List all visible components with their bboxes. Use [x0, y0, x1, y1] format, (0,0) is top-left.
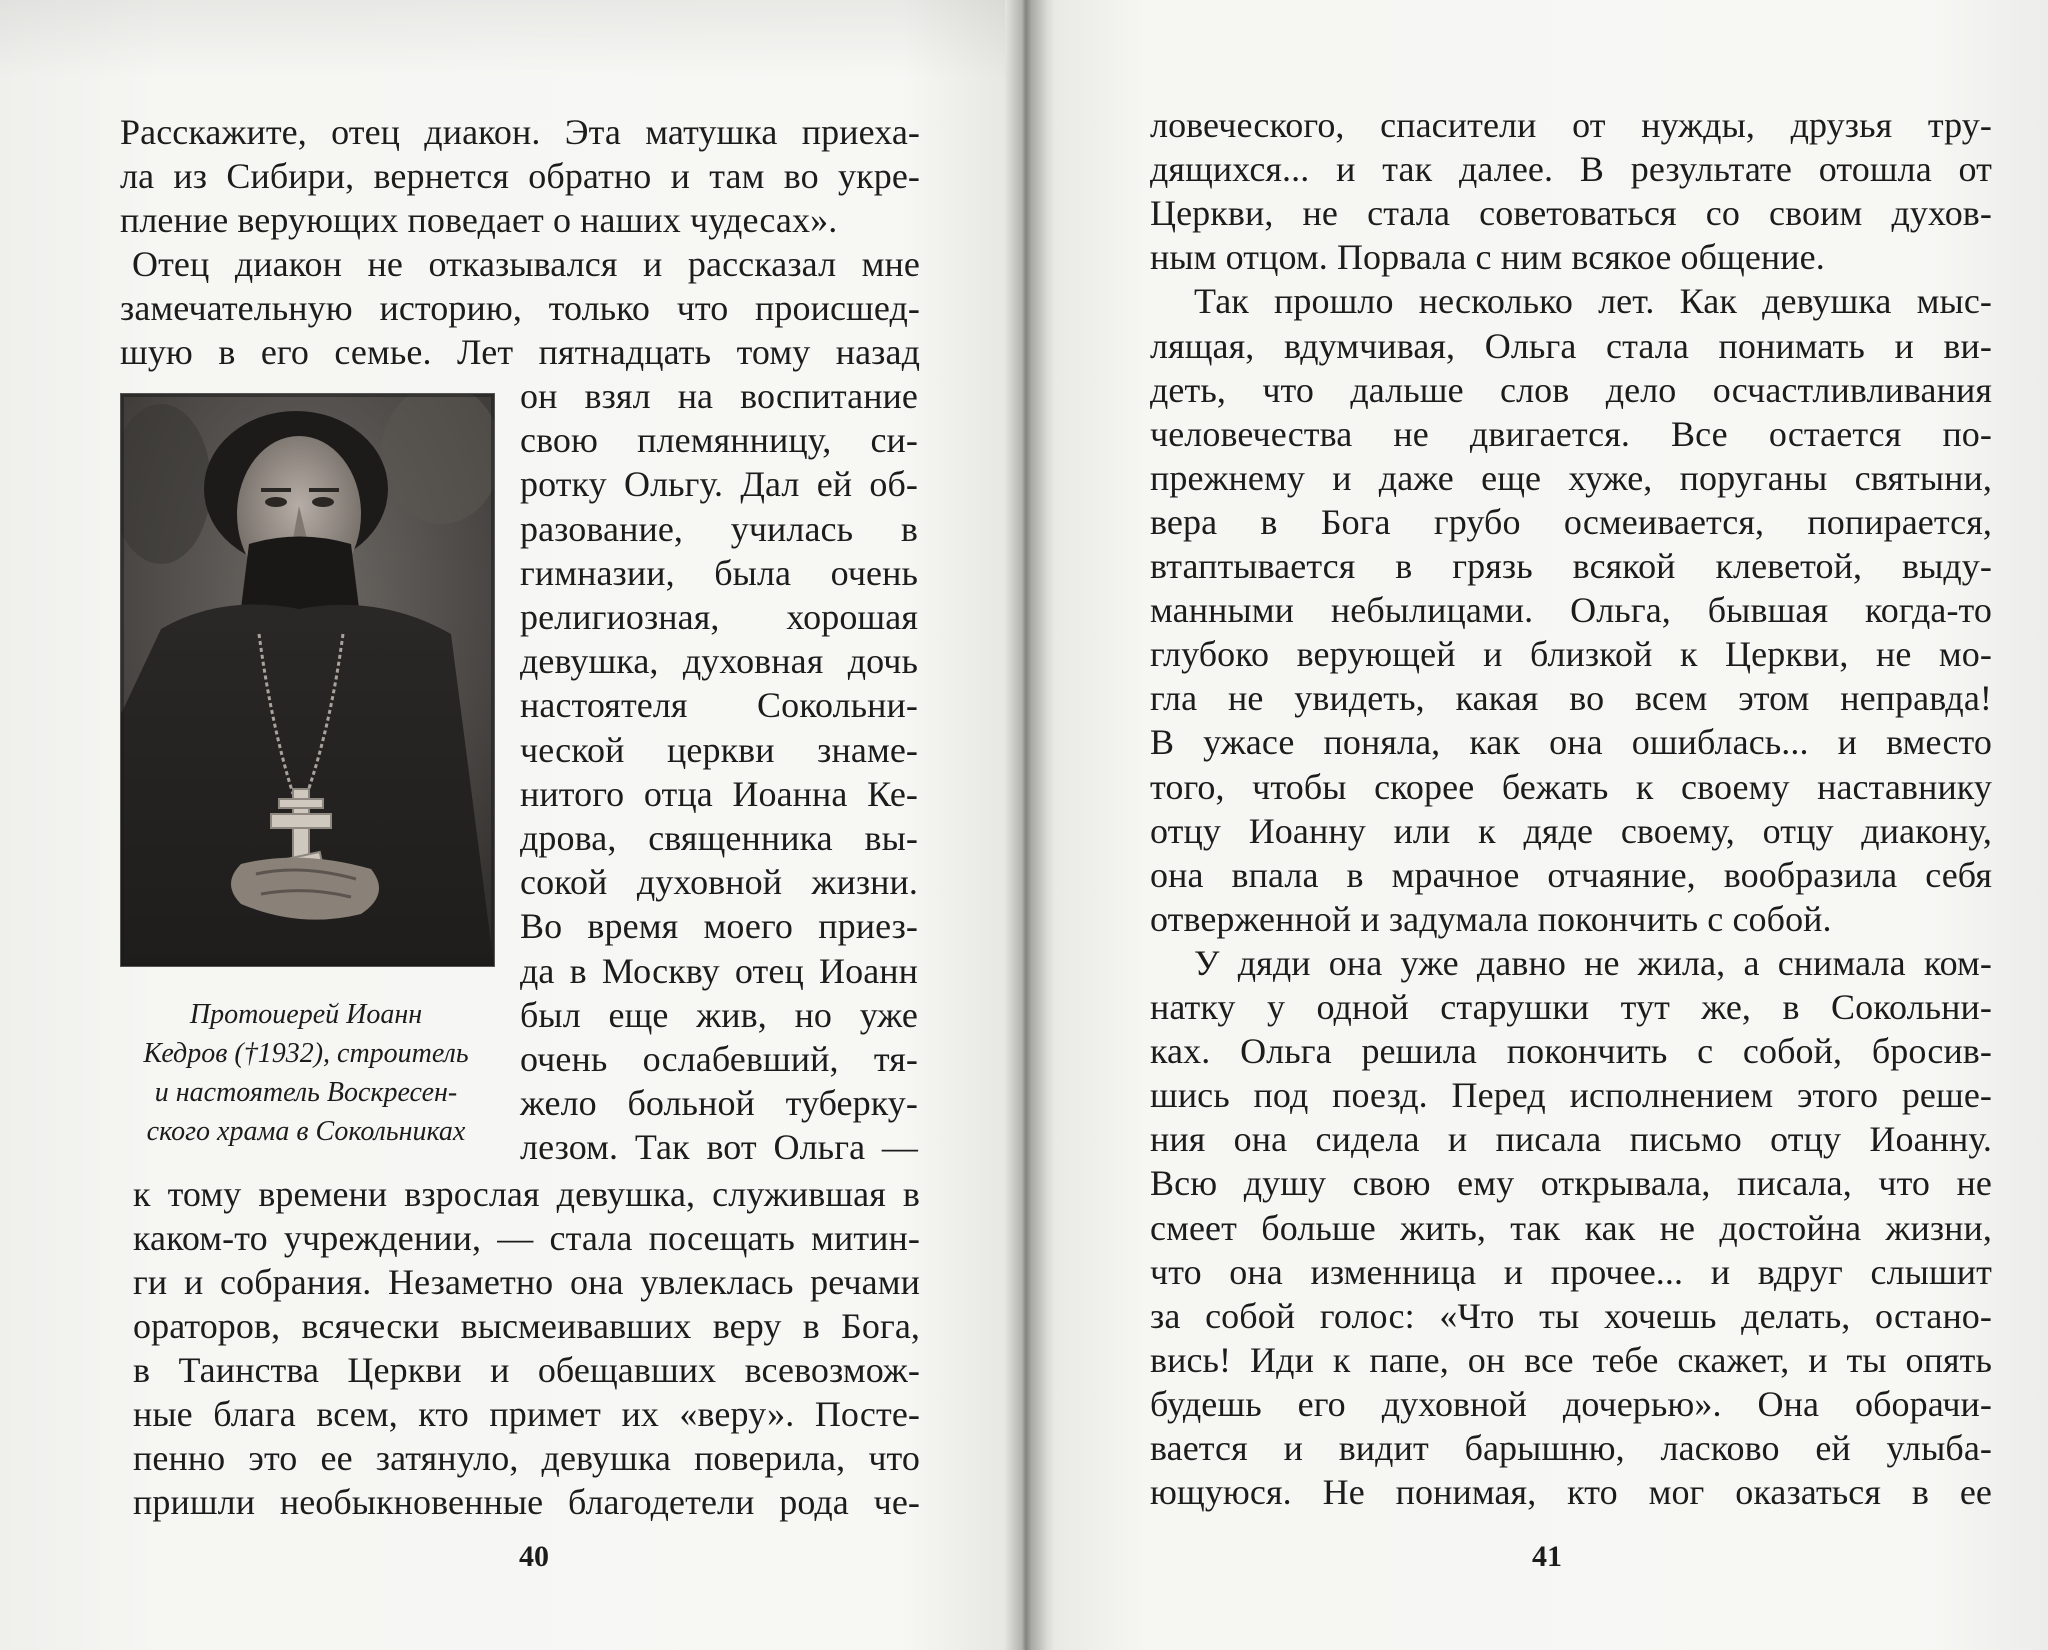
- book-gutter: [1005, 0, 1047, 1650]
- text-line: ные блага всем, кто примет их «веру». Посте-: [133, 1394, 920, 1434]
- text-line: глубоко верующей и близкой к Церкви, не мо-: [1150, 634, 1992, 675]
- text-line: дящихся... и так далее. В результате отошла от: [1150, 149, 1992, 190]
- text-line: религиозная, хорошая: [520, 597, 918, 637]
- text-line: ках. Ольга решила покончить с собой, бросив-: [1150, 1031, 1992, 1072]
- text-line: очень ослабевший, тя-: [520, 1039, 918, 1079]
- text-line: отверженной и задумала покончить с собой.: [1150, 898, 1832, 939]
- right-page: [1047, 0, 2048, 1650]
- text-line: ловеческого, спасители от нужды, друзья тру-: [1150, 105, 1992, 145]
- text-line: свою племянницу, си-: [520, 420, 918, 461]
- text-line: Расскажите, отец диакон. Эта матушка приеха-: [120, 112, 920, 152]
- text-line: Церкви, не стала советоваться со своим духов-: [1150, 193, 1992, 234]
- text-line: манными небылицами. Ольга, бывшая когда-то: [1150, 590, 1992, 631]
- text-line: ния она сидела и писала письмо отцу Иоанну.: [1150, 1119, 1992, 1160]
- text-line: что она изменница и прочее... и вдруг слышит: [1150, 1251, 1992, 1292]
- text-line: ным отцом. Порвала с ним всякое общение.: [1150, 237, 1825, 278]
- left-page: [0, 0, 1005, 1650]
- text-line: человечества не двигается. Все остается по-: [1150, 413, 1992, 454]
- text-line: дрова, священника вы-: [520, 818, 918, 858]
- text-line: шись под поезд. Перед исполнением этого реше-: [1150, 1075, 1992, 1116]
- text-line: настоятеля Сокольни-: [520, 685, 918, 726]
- text-line: прежнему и даже еще хуже, поруганы святыни,: [1150, 457, 1992, 498]
- text-line: Так прошло несколько лет. Как девушка мыс-: [1194, 281, 1992, 322]
- priest-portrait-photo: [120, 393, 495, 967]
- text-line: был еще жив, но уже: [520, 994, 918, 1035]
- text-line: вается и видит барышню, ласково ей улыба-: [1150, 1428, 1992, 1468]
- text-line: У дяди она уже давно не жила, а снимала ком-: [1194, 942, 1992, 983]
- text-line: лезом. Так вот Ольга —: [520, 1127, 918, 1168]
- text-line: втаптывается в грязь всякой клеветой, выду-: [1150, 546, 1992, 586]
- text-line: отцу Иоанну или к дяде своему, отцу диакону,: [1150, 810, 1992, 851]
- text-line: жело больной туберку-: [520, 1083, 918, 1124]
- page-number-left: 40: [519, 1540, 549, 1573]
- text-line: натку у одной старушки тут же, в Сокольни-: [1150, 987, 1992, 1027]
- text-line: Отец диакон не отказывался и рассказал мне: [132, 244, 920, 284]
- text-line: Во время моего приез-: [520, 906, 918, 947]
- text-line: пришли необыкновенные благодетели рода че-: [133, 1482, 920, 1522]
- text-line: сокой духовной жизни.: [520, 862, 918, 903]
- text-line: пление верующих поведает о наших чудесах».: [120, 200, 838, 240]
- text-line: ческой церкви знаме-: [520, 729, 918, 770]
- caption-line: и настоятель Воскресен-: [154, 1077, 458, 1108]
- text-line: да в Москву отец Иоанн: [520, 950, 918, 991]
- text-line: в Таинства Церкви и обещавших всевозмож-: [133, 1350, 920, 1390]
- text-line: разование, училась в: [520, 508, 918, 549]
- text-line: гла не увидеть, какая во всем этом неправда!: [1150, 678, 1992, 719]
- text-line: ги и собрания. Незаметно она увлеклась речами: [133, 1262, 920, 1302]
- text-line: вись! Иди к папе, он все тебе скажет, и ты опять: [1150, 1339, 1992, 1380]
- page-number-right: 41: [1532, 1540, 1562, 1573]
- text-line: вера в Бога грубо осмеивается, попирается,: [1150, 501, 1992, 542]
- text-line: того, чтобы скорее бежать к своему наставнику: [1150, 766, 1992, 807]
- text-line: деть, что дальше слов дело осчастливливания: [1150, 369, 1992, 410]
- text-line: будешь его духовной дочерью». Она оборачи-: [1150, 1383, 1992, 1424]
- text-line: замечательную историю, только что происшед-: [120, 288, 920, 328]
- text-line: пенно это ее затянуло, девушка поверила, что: [133, 1438, 920, 1478]
- text-line: ораторов, всячески высмеивавших веру в Бога,: [133, 1306, 920, 1346]
- text-line: Всю душу свою ему открывала, писала, что не: [1150, 1163, 1992, 1204]
- text-line: за собой голос: «Что ты хочешь делать, остано-: [1150, 1295, 1992, 1336]
- text-line: В ужасе поняла, как она ошиблась... и вместо: [1150, 722, 1992, 763]
- text-line: шую в его семье. Лет пятнадцать тому назад: [120, 332, 920, 372]
- text-line: смеет больше жить, так как не достойна жизни,: [1150, 1207, 1992, 1248]
- text-line: к тому времени взрослая девушка, служившая в: [133, 1174, 920, 1214]
- text-line: ротку Ольгу. Дал ей об-: [520, 464, 918, 505]
- text-line: ла из Сибири, вернется обратно и там во укре-: [120, 156, 920, 196]
- text-line: нитого отца Иоанна Ке-: [520, 773, 918, 814]
- text-line: ющуюся. Не понимая, кто мог оказаться в ее: [1150, 1472, 1992, 1513]
- caption-line: Кедров (†1932), строитель: [143, 1038, 469, 1069]
- caption-line: ского храма в Сокольниках: [146, 1116, 466, 1147]
- portrait-image: [121, 394, 494, 966]
- text-line: каком-то учреждении, — стала посещать митин-: [133, 1218, 920, 1258]
- caption-line: Протоиерей Иоанн: [189, 999, 423, 1030]
- text-line: девушка, духовная дочь: [520, 641, 918, 682]
- text-line: он взял на воспитание: [520, 376, 918, 416]
- text-line: гимназии, была очень: [520, 552, 918, 593]
- text-line: она впала в мрачное отчаяние, вообразила себя: [1150, 854, 1992, 895]
- text-line: лящая, вдумчивая, Ольга стала понимать и ви-: [1150, 325, 1992, 366]
